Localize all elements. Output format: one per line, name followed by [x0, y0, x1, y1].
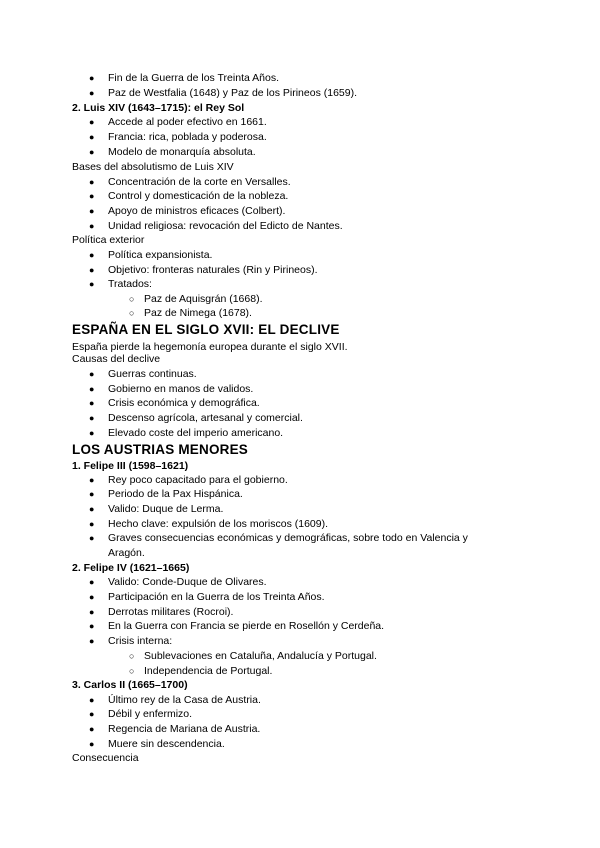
list-item-text: Francia: rica, poblada y poderosa. [108, 131, 267, 143]
bullet-icon: ● [89, 279, 95, 289]
list-item-text: Paz de Aquisgrán (1668). [144, 293, 263, 305]
list-item-text: Valido: Duque de Lerma. [108, 503, 224, 515]
hollow-bullet-icon: ○ [129, 308, 135, 318]
bullet-icon: ● [89, 221, 95, 231]
paragraph: Causas del declive [72, 353, 161, 365]
list-item-text: Sublevaciones en Cataluña, Andalucía y Portugal. [144, 650, 377, 662]
list-item-text: Modelo de monarquía absoluta. [108, 146, 256, 158]
bullet-icon: ● [89, 265, 95, 275]
bullet-icon: ● [89, 206, 95, 216]
list-item-text: Concentración de la corte en Versalles. [108, 176, 291, 188]
list-item-text: Último rey de la Casa de Austria. [108, 694, 261, 706]
list-item-text: Participación en la Guerra de los Treinta Años. [108, 591, 325, 603]
list-item-text: Regencia de Mariana de Austria. [108, 723, 261, 735]
list-item-text: Derrotas militares (Rocroi). [108, 606, 234, 618]
subsection-heading: 2. Felipe IV (1621–1665) [72, 562, 190, 574]
subsection-heading: 3. Carlos II (1665–1700) [72, 679, 188, 691]
list-item-text: Valido: Conde-Duque de Olivares. [108, 576, 267, 588]
bullet-icon: ● [89, 739, 95, 749]
paragraph: Política exterior [72, 234, 145, 246]
list-item-text: Crisis interna: [108, 635, 173, 647]
bullet-icon: ● [89, 117, 95, 127]
section-heading: LOS AUSTRIAS MENORES [72, 442, 249, 457]
list-item-text: Apoyo de ministros eficaces (Colbert). [108, 205, 286, 217]
list-item-text: Graves consecuencias económicas y demográficas, sobre todo en Valencia y [108, 532, 468, 544]
paragraph: España pierde la hegemonía europea durante el siglo XVII. [72, 341, 348, 353]
list-item-text: Descenso agrícola, artesanal y comercial. [108, 412, 303, 424]
bullet-icon: ● [89, 73, 95, 83]
bullet-icon: ● [89, 132, 95, 142]
bullet-icon: ● [89, 369, 95, 379]
bullet-icon: ● [89, 147, 95, 157]
list-item-text: Elevado coste del imperio americano. [108, 427, 284, 439]
hollow-bullet-icon: ○ [129, 651, 135, 661]
bullet-icon: ● [89, 519, 95, 529]
bullet-icon: ● [89, 88, 95, 98]
bullet-icon: ● [89, 384, 95, 394]
bullet-icon: ● [89, 724, 95, 734]
list-item-text: Hecho clave: expulsión de los moriscos (1609). [108, 518, 329, 530]
bullet-icon: ● [89, 428, 95, 438]
section-heading: ESPAÑA EN EL SIGLO XVII: EL DECLIVE [72, 322, 340, 337]
list-item-text: Control y domesticación de la nobleza. [108, 190, 289, 202]
bullet-icon: ● [89, 475, 95, 485]
list-item-text: Tratados: [108, 278, 152, 290]
bullet-icon: ● [89, 636, 95, 646]
list-item-text: Unidad religiosa: revocación del Edicto de Nantes. [108, 220, 343, 232]
list-item-text: Política expansionista. [108, 249, 213, 261]
list-item-text: Crisis económica y demográfica. [108, 397, 260, 409]
bullet-icon: ● [89, 709, 95, 719]
list-item-text: Paz de Westfalia (1648) y Paz de los Pirineos (1659). [108, 87, 358, 99]
list-item-text: Rey poco capacitado para el gobierno. [108, 474, 288, 486]
bullet-icon: ● [89, 413, 95, 423]
list-item-text: Aragón. [108, 547, 145, 559]
list-item-text: Periodo de la Pax Hispánica. [108, 488, 243, 500]
bullet-icon: ● [89, 533, 95, 543]
bullet-icon: ● [89, 607, 95, 617]
list-item-text: Independencia de Portugal. [144, 665, 273, 677]
bullet-icon: ● [89, 191, 95, 201]
bullet-icon: ● [89, 398, 95, 408]
bullet-icon: ● [89, 489, 95, 499]
paragraph: Bases del absolutismo de Luis XIV [72, 161, 234, 173]
bullet-icon: ● [89, 621, 95, 631]
bullet-icon: ● [89, 695, 95, 705]
bullet-icon: ● [89, 177, 95, 187]
list-item-text: Paz de Nimega (1678). [144, 307, 252, 319]
hollow-bullet-icon: ○ [129, 294, 135, 304]
hollow-bullet-icon: ○ [129, 666, 135, 676]
paragraph: Consecuencia [72, 752, 139, 764]
list-item-text: En la Guerra con Francia se pierde en Rosellón y Cerdeña. [108, 620, 385, 632]
bullet-icon: ● [89, 577, 95, 587]
list-item-text: Objetivo: fronteras naturales (Rin y Pirineos). [108, 264, 318, 276]
list-item-text: Guerras continuas. [108, 368, 197, 380]
subsection-heading: 2. Luis XIV (1643–1715): el Rey Sol [72, 102, 245, 114]
list-item-text: Débil y enfermizo. [108, 708, 193, 720]
bullet-icon: ● [89, 504, 95, 514]
list-item-text: Accede al poder efectivo en 1661. [108, 116, 267, 128]
bullet-icon: ● [89, 250, 95, 260]
list-item-text: Gobierno en manos de validos. [108, 383, 254, 395]
bullet-icon: ● [89, 592, 95, 602]
subsection-heading: 1. Felipe III (1598–1621) [72, 460, 189, 472]
list-item-text: Muere sin descendencia. [108, 738, 225, 750]
list-item-text: Fin de la Guerra de los Treinta Años. [108, 72, 280, 84]
